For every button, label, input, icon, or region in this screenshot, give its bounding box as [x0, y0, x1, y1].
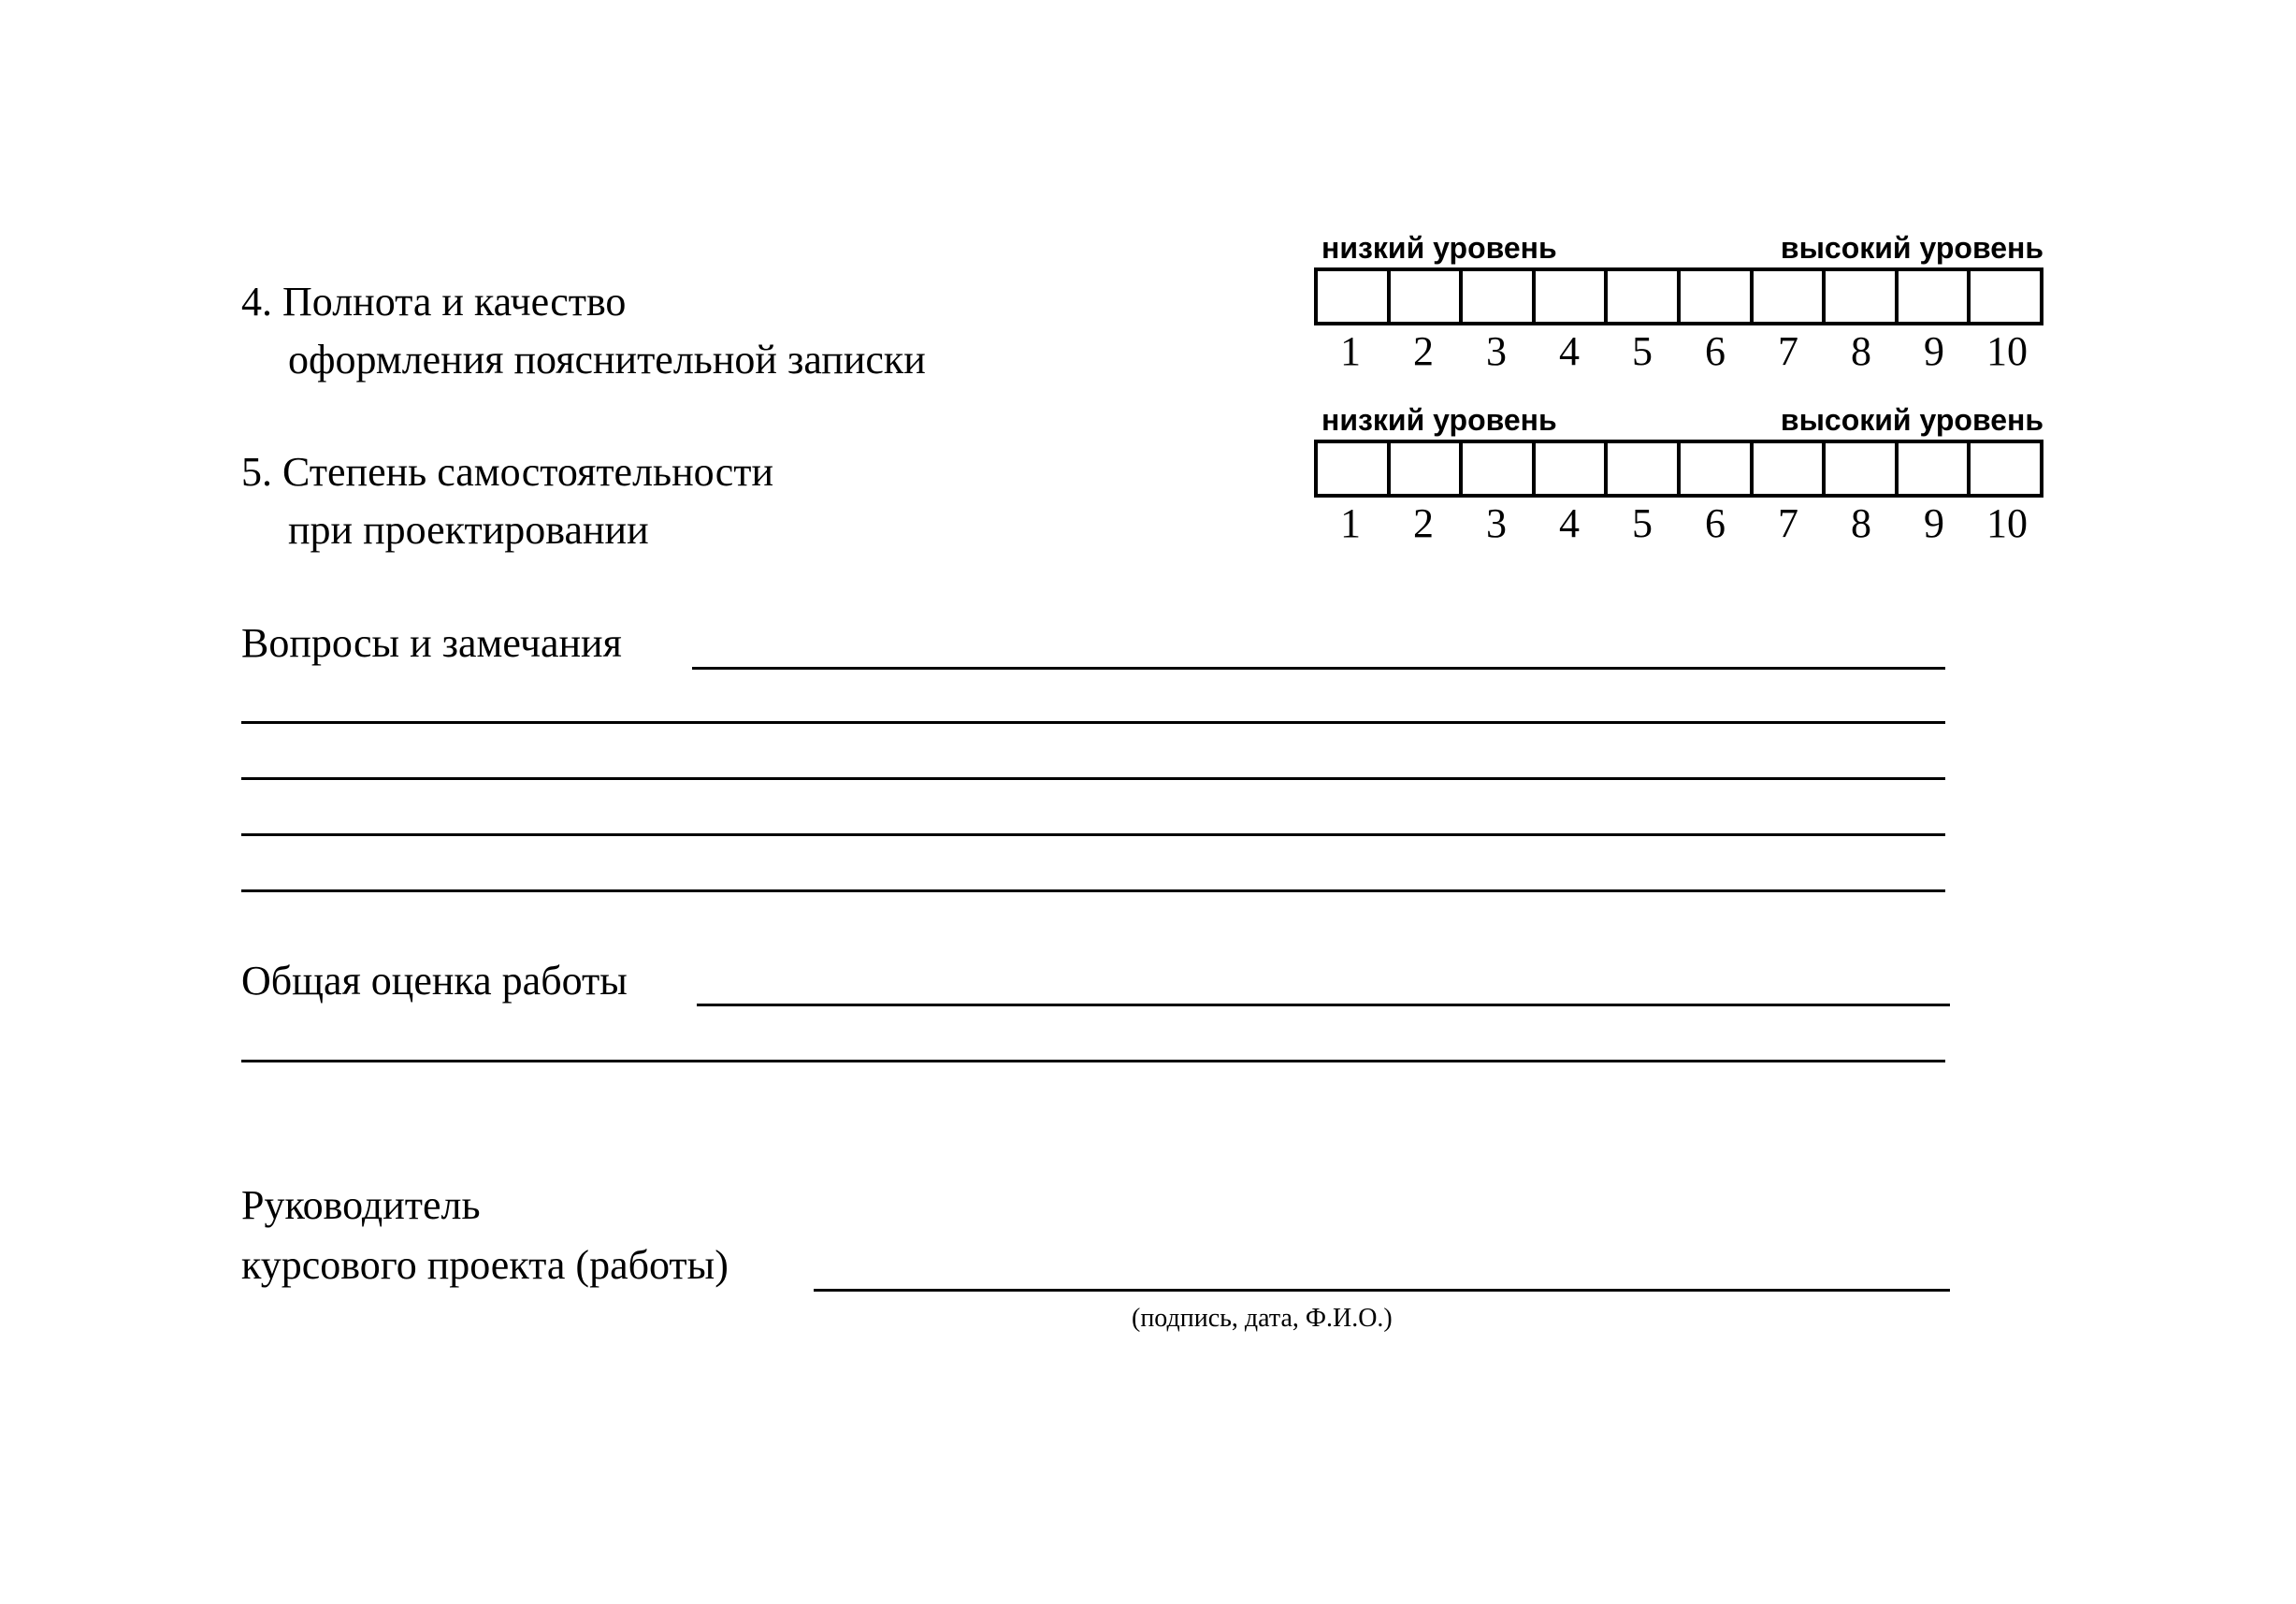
- signature-caption: (подпись, дата, Ф.И.О.): [1132, 1304, 1393, 1333]
- criterion-4-scale-number: 1: [1340, 328, 1361, 374]
- criterion-5-score-box-5[interactable]: [1608, 443, 1681, 494]
- criterion-5-scale-number: 9: [1924, 500, 1944, 546]
- criterion-5-score-box-8[interactable]: [1826, 443, 1899, 494]
- criterion-4-score-box-2[interactable]: [1391, 271, 1464, 322]
- criterion-4-score-box-8[interactable]: [1826, 271, 1899, 322]
- criterion-4-score-box-6[interactable]: [1681, 271, 1754, 322]
- criterion-4-scale-number: 8: [1851, 328, 1871, 374]
- overall-assessment-underline: [697, 1004, 1950, 1006]
- overall-assessment-label: Общая оценка работы: [241, 958, 628, 1004]
- criterion-4-score-box-5[interactable]: [1608, 271, 1681, 322]
- criterion-4-scale-high-label: высокий уровень: [1780, 231, 2043, 265]
- criterion-5-scale-number: 10: [1986, 500, 2028, 546]
- questions-line-5[interactable]: [241, 889, 1945, 892]
- criterion-5-score-box-4[interactable]: [1536, 443, 1609, 494]
- supervisor-signature-input[interactable]: [814, 1239, 1950, 1286]
- criterion-5-scale-numbers: [1314, 498, 2043, 550]
- criterion-4-score-box-4[interactable]: [1536, 271, 1609, 322]
- criterion-5-scale-low-label: низкий уровень: [1321, 403, 1557, 437]
- questions-line-2[interactable]: [241, 721, 1945, 724]
- criterion-4-scale-number: 9: [1924, 328, 1944, 374]
- criterion-5-score-box-3[interactable]: [1463, 443, 1536, 494]
- criterion-4-scale-number: 6: [1705, 328, 1726, 374]
- criterion-5-label: [241, 443, 773, 559]
- criterion-4-label-line1: 4. Полнота и качество: [241, 279, 627, 325]
- criterion-5-scale-number: 4: [1559, 500, 1580, 546]
- questions-input[interactable]: [692, 617, 1945, 664]
- supervisor-signature-underline: [814, 1289, 1950, 1292]
- criterion-4-scale-numbers: [1314, 325, 2043, 378]
- criterion-4-scale-number: 4: [1559, 328, 1580, 374]
- criterion-5-scale-number: 8: [1851, 500, 1871, 546]
- criterion-5-score-box-1[interactable]: [1318, 443, 1391, 494]
- criterion-5-scale-number: 5: [1632, 500, 1653, 546]
- criterion-5-score-box-7[interactable]: [1754, 443, 1827, 494]
- criterion-4-score-box-9[interactable]: [1899, 271, 1971, 322]
- criterion-5-score-box-6[interactable]: [1681, 443, 1754, 494]
- criterion-4-scale-number: 2: [1413, 328, 1434, 374]
- criterion-4-score-boxes: [1314, 267, 2043, 325]
- criterion-5-scale-number: 6: [1705, 500, 1726, 546]
- criterion-5-scale-number: 2: [1413, 500, 1434, 546]
- questions-line-4[interactable]: [241, 833, 1945, 836]
- criterion-5-score-box-9[interactable]: [1899, 443, 1971, 494]
- criterion-4-score-box-10[interactable]: [1971, 271, 2040, 322]
- overall-assessment-input[interactable]: [697, 955, 1950, 1002]
- criterion-5-scale-high-label: высокий уровень: [1780, 403, 2043, 437]
- criterion-4-score-box-3[interactable]: [1463, 271, 1536, 322]
- criterion-5-score-box-10[interactable]: [1971, 443, 2040, 494]
- criterion-5-scale-number: 1: [1340, 500, 1361, 546]
- criterion-4-scale-low-label: низкий уровень: [1321, 231, 1557, 265]
- criterion-5-label-line2: при проектировании: [288, 507, 649, 553]
- criterion-5-scale-number: 3: [1486, 500, 1507, 546]
- criterion-4-scale-number: 3: [1486, 328, 1507, 374]
- criterion-5-scale-header: [1314, 400, 2043, 440]
- questions-line-3[interactable]: [241, 777, 1945, 780]
- criterion-5-score-box-2[interactable]: [1391, 443, 1464, 494]
- supervisor-label-line2: курсового проекта (работы): [241, 1242, 729, 1288]
- criterion-4-scale-number: 5: [1632, 328, 1653, 374]
- criterion-5-label-line1: 5. Степень самостоятельности: [241, 449, 774, 495]
- criterion-4-scale-number: 7: [1778, 328, 1798, 374]
- overall-assessment-line-2[interactable]: [241, 1060, 1945, 1062]
- criterion-4-scale-number: 10: [1986, 328, 2028, 374]
- supervisor-label-line1: Руководитель: [241, 1182, 481, 1228]
- criterion-4-score-box-1[interactable]: [1318, 271, 1391, 322]
- criterion-4-scale-header: [1314, 228, 2043, 267]
- criterion-5-score-boxes: [1314, 440, 2043, 498]
- questions-label: Вопросы и замечания: [241, 620, 622, 666]
- questions-underline: [692, 667, 1945, 670]
- criterion-4-score-box-7[interactable]: [1754, 271, 1827, 322]
- criterion-5-scale-number: 7: [1778, 500, 1798, 546]
- criterion-4-rating-scale: [1314, 228, 2043, 378]
- criterion-4-label: [241, 273, 926, 389]
- criterion-5-rating-scale: [1314, 400, 2043, 550]
- criterion-4-label-line2: оформления пояснительной записки: [288, 337, 926, 383]
